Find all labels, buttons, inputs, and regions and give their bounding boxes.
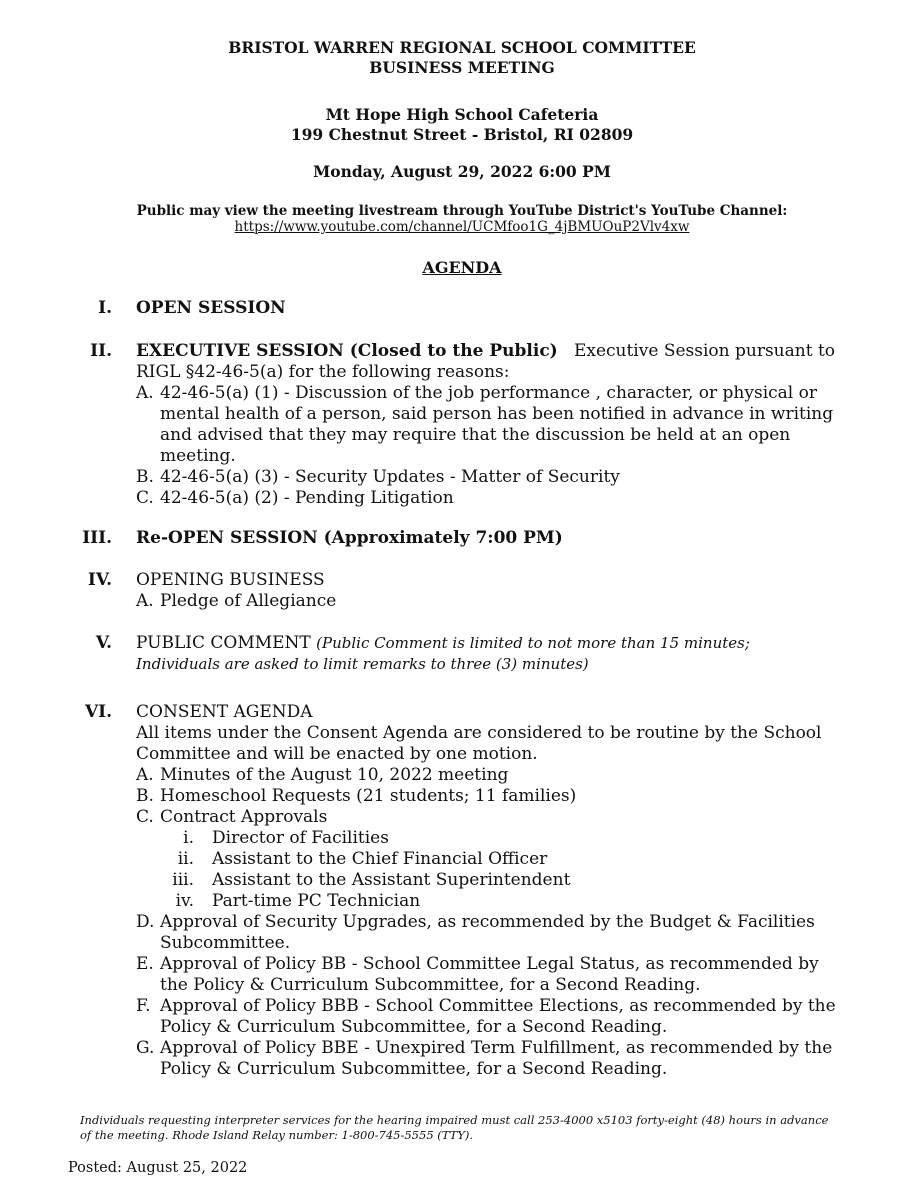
list-item xyxy=(136,383,836,467)
contract-subitem xyxy=(136,828,836,849)
item-letter: F. xyxy=(136,996,151,1016)
list-item xyxy=(136,488,836,509)
item-letter: A. xyxy=(136,765,154,785)
subitem-numeral: iv. xyxy=(175,891,194,911)
item-letter: C. xyxy=(136,488,154,508)
livestream-text: Public may view the meeting livestream through YouTube District's YouTube Channel: xyxy=(136,203,788,219)
consent-intro: All items under the Consent Agenda are considered to be routine by the School Committee and will be enacted by one motion. xyxy=(136,723,822,764)
list-item xyxy=(136,954,836,996)
committee-name: BRISTOL WARREN REGIONAL SCHOOL COMMITTEE xyxy=(228,38,696,57)
subitem-text: Director of Facilities xyxy=(212,828,389,848)
list-item xyxy=(136,786,836,807)
item-letter: C. xyxy=(136,807,154,827)
section-number: I. xyxy=(98,298,112,318)
livestream-link[interactable]: https://www.youtube.com/channel/UCMfoo1G_4jBMUOuP2Vlv4xw xyxy=(234,219,690,235)
list-item xyxy=(136,1038,836,1080)
list-item xyxy=(136,996,836,1038)
item-letter: E. xyxy=(136,954,154,974)
list-item xyxy=(136,807,836,828)
agenda-title: AGENDA xyxy=(422,258,502,277)
item-text: Approval of Policy BBE - Unexpired Term Fulfillment, as recommended by the Policy & Curriculum Subcommittee, for a Second Reading. xyxy=(160,1038,833,1079)
meeting-datetime: Monday, August 29, 2022 6:00 PM xyxy=(313,162,611,181)
item-text: Approval of Security Upgrades, as recommended by the Budget & Facilities Subcommittee. xyxy=(160,912,815,953)
contract-subitem xyxy=(136,870,836,891)
item-text: Approval of Policy BB - School Committee Legal Status, as recommended by the Policy & Curriculum Subcommittee, for a Second Reading. xyxy=(160,954,819,995)
posted-date: Posted: August 25, 2022 xyxy=(68,1160,248,1176)
item-text: Contract Approvals xyxy=(160,807,328,827)
list-item xyxy=(136,765,836,786)
item-letter: A. xyxy=(136,383,154,403)
subitem-numeral: iii. xyxy=(172,870,194,890)
subitem-numeral: ii. xyxy=(177,849,194,869)
subitem-text: Part-time PC Technician xyxy=(212,891,421,911)
section-title: EXECUTIVE SESSION (Closed to the Public) xyxy=(136,341,558,361)
public-comment-note: (Public Comment is limited to not more than 15 minutes; Individuals are asked to limit remarks to three (3) minutes) xyxy=(136,634,750,673)
section-title: CONSENT AGENDA xyxy=(136,702,313,722)
header-location-block xyxy=(0,105,924,145)
section-title: PUBLIC COMMENT xyxy=(136,633,311,653)
item-text: 42-46-5(a) (3) - Security Updates - Matter of Security xyxy=(160,467,620,487)
contract-subitem xyxy=(136,891,836,912)
item-text: Approval of Policy BBB - School Committee Elections, as recommended by the Policy & Curriculum Subcommittee, for a Second Reading. xyxy=(160,996,836,1037)
section-number: III. xyxy=(82,528,112,548)
interpreter-note: Individuals requesting interpreter services for the hearing impaired must call 253-4000 x5103 forty-eight (48) hours in advance of the meeting. Rhode Island Relay number: 1-800-745-5555 (TTY). xyxy=(80,1113,829,1142)
item-letter: D. xyxy=(136,912,155,932)
section-title: OPEN SESSION xyxy=(136,298,286,318)
list-item xyxy=(136,591,836,612)
item-letter: B. xyxy=(136,467,154,487)
item-letter: B. xyxy=(136,786,154,806)
item-text: Homeschool Requests (21 students; 11 families) xyxy=(160,786,577,806)
section-title-rest: Executive Session pursuant to xyxy=(573,341,836,361)
list-item xyxy=(136,912,836,954)
section-number: IV. xyxy=(87,570,112,590)
section-title: OPENING BUSINESS xyxy=(136,570,325,590)
header-committee-block xyxy=(0,38,924,78)
livestream-block xyxy=(0,203,924,235)
subitem-numeral: i. xyxy=(183,828,194,848)
meeting-type: BUSINESS MEETING xyxy=(369,58,555,77)
section-title: Re-OPEN SESSION (Approximately 7:00 PM) xyxy=(136,528,563,548)
item-text: 42-46-5(a) (2) - Pending Litigation xyxy=(160,488,454,508)
location-name: Mt Hope High School Cafeteria xyxy=(325,105,599,124)
item-letter: A. xyxy=(136,591,154,611)
section-reason-line: RIGL §42-46-5(a) for the following reasons: xyxy=(136,362,510,382)
location-address: 199 Chestnut Street - Bristol, RI 02809 xyxy=(290,125,634,144)
item-text: 42-46-5(a) (1) - Discussion of the job performance , character, or physical or mental health of a person, said person has been notified in advance in writing and advised that they may require that the discussion be held at an open meeting. xyxy=(160,383,834,466)
section-number: V. xyxy=(95,633,112,653)
item-text: Minutes of the August 10, 2022 meeting xyxy=(160,765,509,785)
section-number: VI. xyxy=(84,702,112,722)
contract-subitem xyxy=(136,849,836,870)
subitem-text: Assistant to the Chief Financial Officer xyxy=(212,849,548,869)
list-item xyxy=(136,467,836,488)
section-number: II. xyxy=(90,341,112,361)
subitem-text: Assistant to the Assistant Superintendent xyxy=(212,870,571,890)
item-text: Pledge of Allegiance xyxy=(160,591,337,611)
item-letter: G. xyxy=(136,1038,155,1058)
